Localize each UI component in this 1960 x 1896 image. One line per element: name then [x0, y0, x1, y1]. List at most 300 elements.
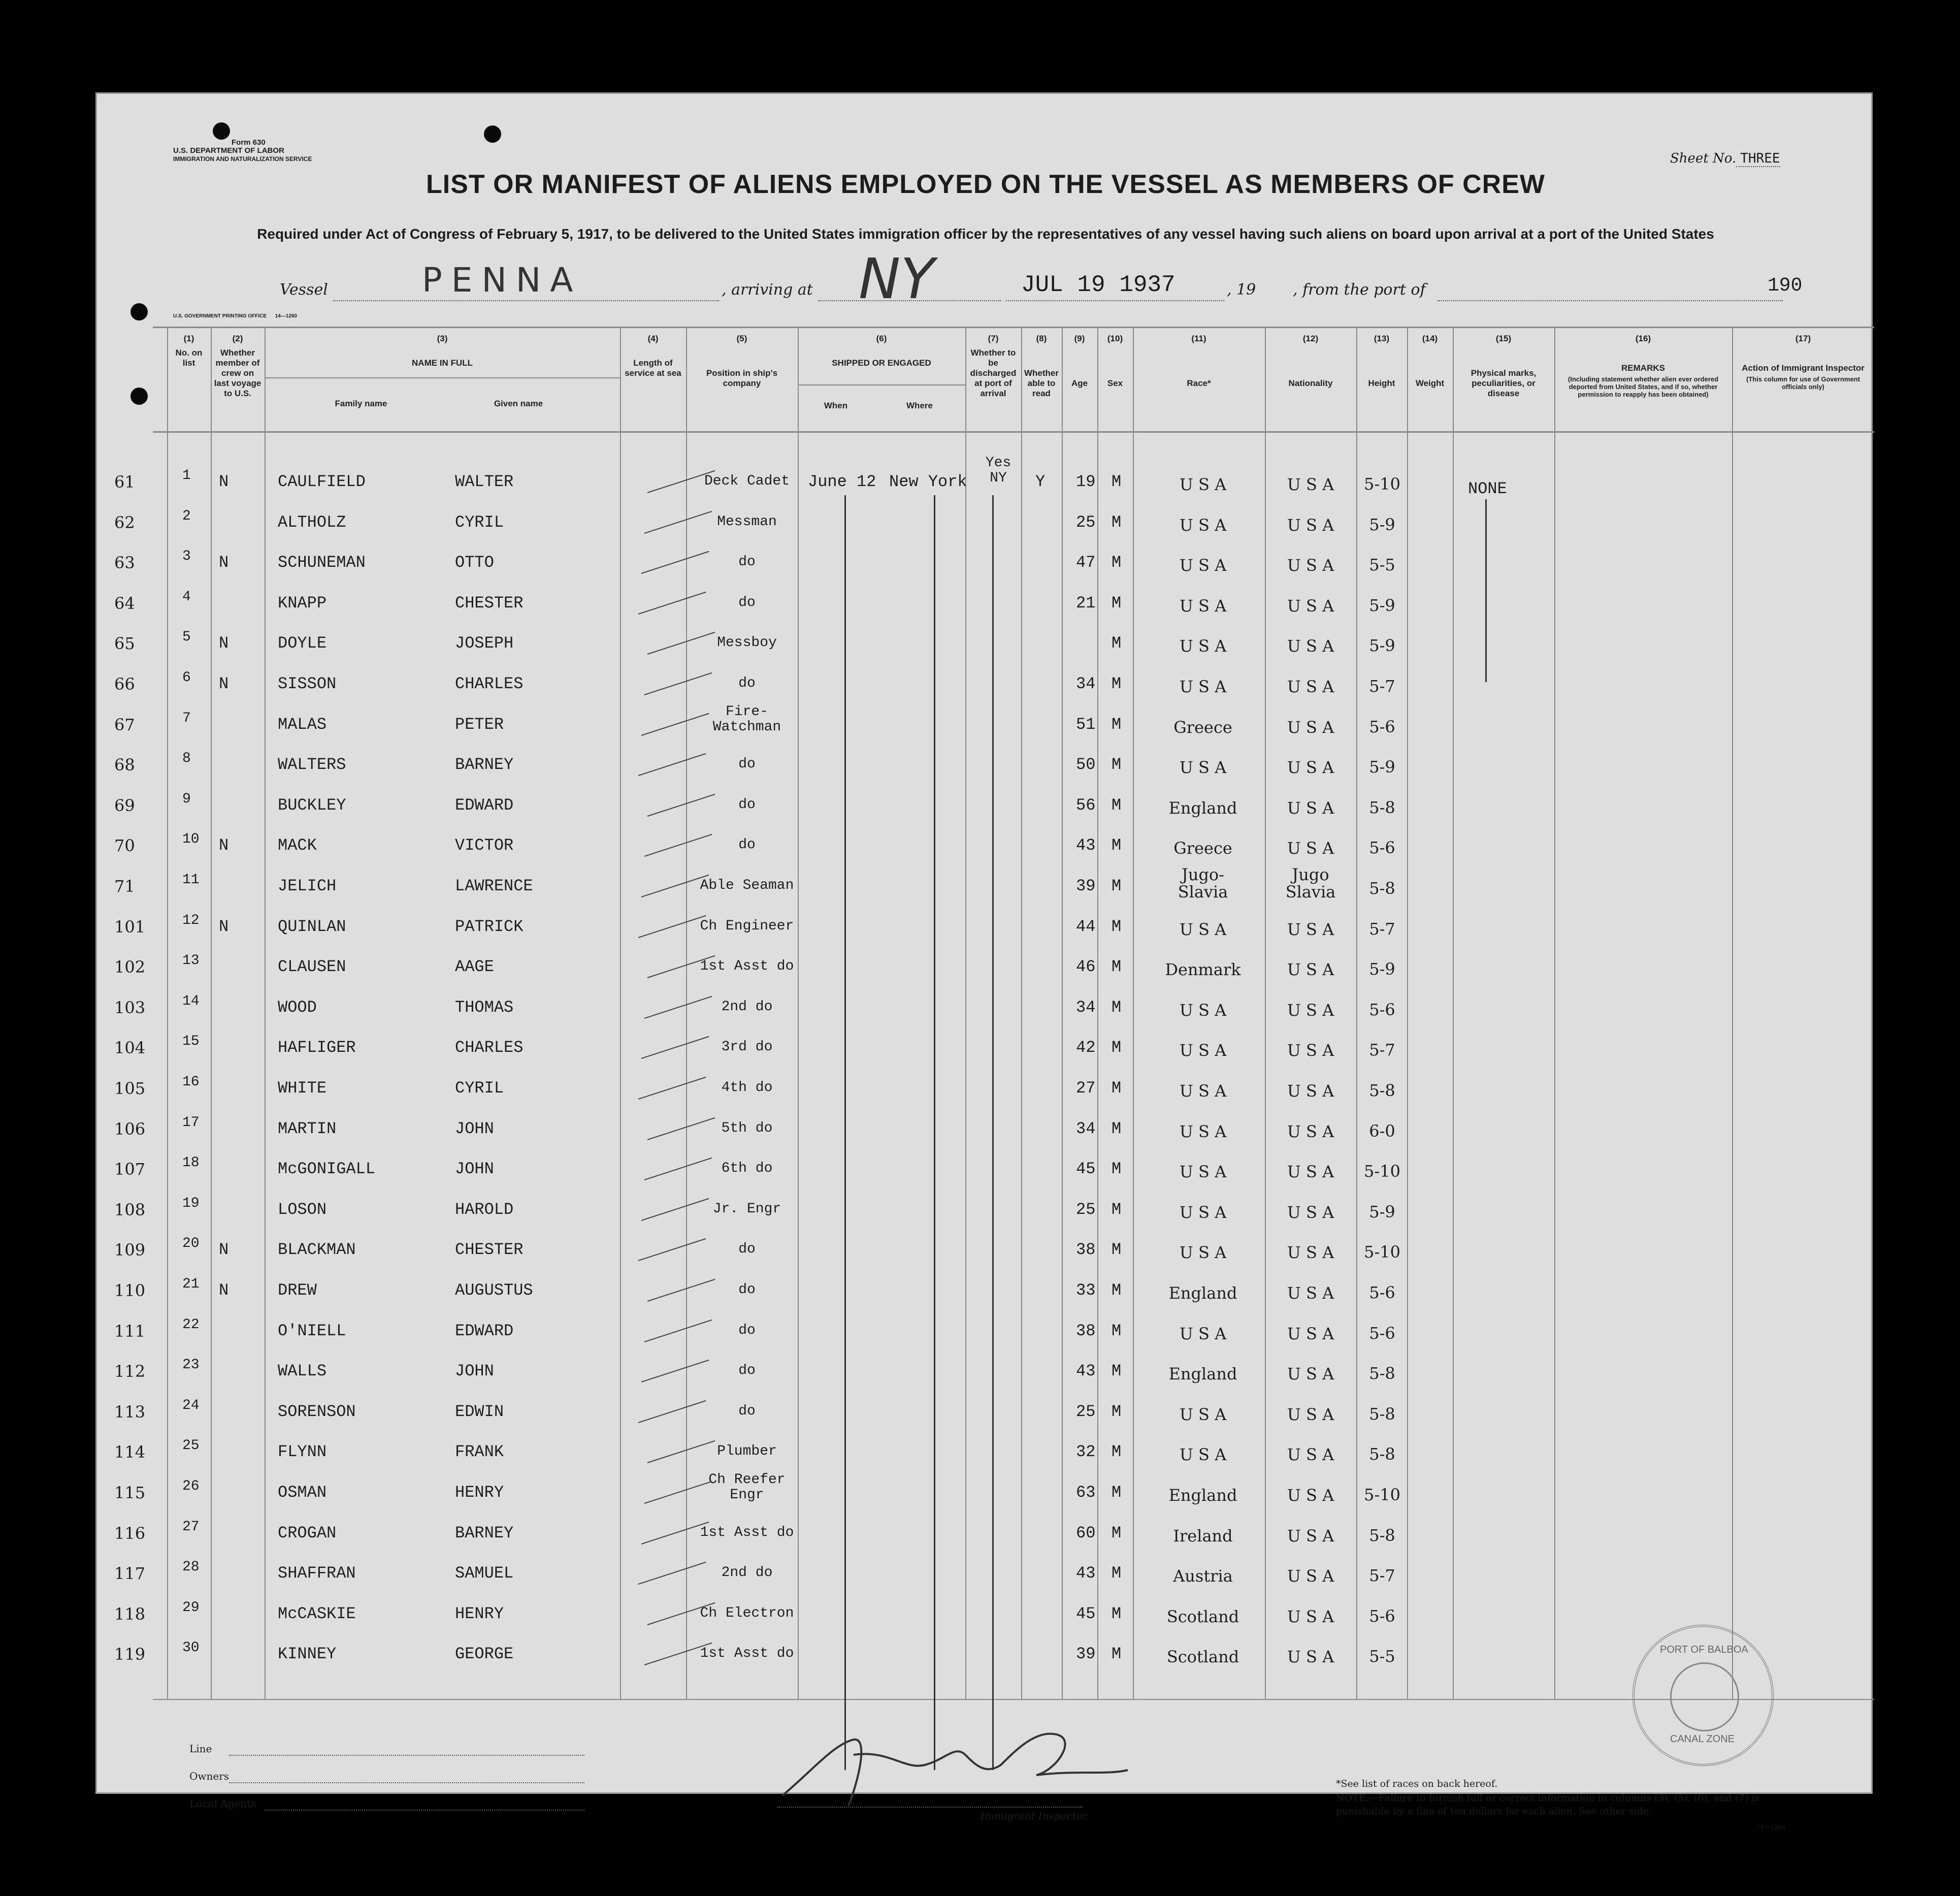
row-nationality: U S A — [1287, 516, 1334, 535]
row-race: U S A — [1179, 1324, 1227, 1343]
row-position: Jr. Engr — [712, 1201, 781, 1217]
row-height: 5-8 — [1369, 879, 1395, 898]
column-header: Whether able to read — [1024, 368, 1059, 398]
row-number: 8 — [182, 751, 191, 766]
row-height: 5-6 — [1369, 1283, 1395, 1302]
row-given-name: CHARLES — [455, 1038, 524, 1057]
row-race: U S A — [1179, 758, 1227, 777]
row-race: U S A — [1179, 677, 1227, 696]
row-crew-status: N — [219, 1240, 229, 1259]
row-sex: M — [1112, 472, 1122, 491]
row-number: 20 — [182, 1236, 200, 1251]
row-nationality: U S A — [1287, 798, 1334, 818]
column-header: Length of service at sea — [625, 358, 681, 378]
column-subheader: (This column for use of Government officials only) — [1746, 375, 1860, 391]
owners-label: Owners — [189, 1770, 230, 1782]
column-header: Sex — [1107, 378, 1123, 388]
manifest-sheet — [95, 92, 1873, 1831]
row-age: 63 — [1076, 1483, 1096, 1502]
row-height: 5-8 — [1369, 1081, 1395, 1100]
row-position: 2nd do — [721, 999, 773, 1015]
column-header: Race* — [1187, 378, 1211, 388]
row-race: Scotland — [1166, 1647, 1239, 1666]
row-position: do — [738, 797, 756, 813]
column-number: (8) — [1036, 334, 1047, 343]
column-header: Whether member of crew on last voyage to U.S. — [214, 348, 262, 398]
row-nationality: U S A — [1287, 1647, 1334, 1666]
row-race: Ireland — [1173, 1526, 1233, 1546]
row-family-name: WALTERS — [278, 755, 346, 774]
row-family-name: MARTIN — [278, 1119, 337, 1138]
row-position: do — [738, 595, 756, 610]
row-margin-number: 108 — [114, 1200, 146, 1219]
row-nationality: U S A — [1287, 1122, 1334, 1141]
row-height: 5-9 — [1369, 515, 1395, 534]
row-family-name: WALLS — [278, 1362, 327, 1380]
row-sex: M — [1112, 1160, 1122, 1178]
sheet-label: Sheet No. — [1670, 151, 1737, 166]
row-height: 5-7 — [1369, 677, 1395, 696]
column-number: (1) — [183, 334, 194, 343]
column-number: (10) — [1107, 334, 1123, 343]
row-nationality: U S A — [1287, 596, 1334, 616]
row-height: 5-10 — [1364, 474, 1400, 494]
row-age: 47 — [1076, 553, 1096, 572]
row-age: 34 — [1076, 674, 1096, 693]
row-nationality: U S A — [1287, 1566, 1334, 1586]
row-age: 46 — [1076, 957, 1096, 976]
row-race: U S A — [1179, 1445, 1227, 1464]
row-nationality: U S A — [1287, 718, 1334, 737]
row-nationality: U S A — [1287, 1283, 1334, 1303]
row-sex: M — [1112, 1281, 1122, 1300]
column-header: Age — [1071, 378, 1088, 388]
row-position: Able Seaman — [700, 878, 794, 893]
row-family-name: O'NIELL — [278, 1322, 346, 1340]
row-family-name: FLYNN — [278, 1442, 327, 1461]
row-nationality: U S A — [1287, 1081, 1334, 1101]
row-margin-number: 119 — [114, 1645, 146, 1664]
row-nationality: Jugo Slavia — [1285, 865, 1336, 902]
row-sex: M — [1112, 674, 1122, 693]
row-position: Ch Electron — [700, 1605, 794, 1621]
row-age: 50 — [1076, 755, 1096, 774]
row-sex: M — [1112, 1200, 1122, 1219]
row-sex: M — [1112, 1483, 1122, 1502]
row-race: U S A — [1179, 1081, 1227, 1101]
row-age: 44 — [1076, 917, 1096, 936]
row-crew-status: N — [219, 836, 229, 855]
row-sex: M — [1112, 957, 1122, 976]
row-race: U S A — [1179, 1203, 1227, 1222]
row-height: 5-7 — [1369, 1566, 1395, 1585]
printing-office: U.S. GOVERNMENT PRINTING OFFICE 14—1260 — [173, 313, 297, 319]
row-race: England — [1168, 1364, 1237, 1384]
punch-hole — [484, 125, 501, 143]
row-sex: M — [1112, 998, 1122, 1017]
row-given-name: JOHN — [455, 1160, 494, 1178]
punch-hole — [213, 122, 230, 140]
row-family-name: SHAFFRAN — [278, 1564, 356, 1583]
page-number: 190 — [1768, 275, 1803, 297]
row-height: 5-8 — [1369, 1364, 1395, 1383]
row-number: 27 — [182, 1519, 200, 1535]
row-height: 5-6 — [1369, 1000, 1395, 1019]
row-nationality: U S A — [1287, 758, 1334, 777]
row-sex: M — [1112, 1119, 1122, 1138]
row-height: 5-10 — [1364, 1485, 1400, 1504]
row-age: 25 — [1076, 1402, 1096, 1421]
row-nationality: U S A — [1287, 1203, 1334, 1222]
row-age: 42 — [1076, 1038, 1096, 1057]
row-given-name: FRANK — [455, 1442, 504, 1461]
row-given-name: LAWRENCE — [455, 877, 533, 895]
row-family-name: SORENSON — [278, 1402, 356, 1421]
row-margin-number: 63 — [114, 553, 135, 572]
row-given-name: JOHN — [455, 1362, 494, 1380]
row-sex: M — [1112, 1038, 1122, 1057]
row-number: 4 — [182, 589, 191, 605]
row-sex: M — [1112, 513, 1122, 532]
row-position: Ch Reefer Engr — [708, 1472, 786, 1503]
row-age: 39 — [1076, 877, 1096, 895]
able-to-read: Y — [1035, 472, 1046, 491]
row-position: 1st Asst do — [700, 1646, 794, 1661]
line-label: Line — [189, 1743, 212, 1755]
row-margin-number: 103 — [114, 998, 146, 1017]
row-nationality: U S A — [1287, 1364, 1334, 1384]
row-margin-number: 114 — [114, 1442, 146, 1462]
row-race: U S A — [1179, 1243, 1227, 1262]
row-age: 34 — [1076, 998, 1096, 1017]
row-nationality: U S A — [1287, 636, 1334, 656]
row-given-name: HENRY — [455, 1604, 504, 1623]
row-margin-number: 116 — [114, 1524, 146, 1543]
row-family-name: CLAUSEN — [278, 957, 346, 976]
row-height: 5-9 — [1369, 1202, 1395, 1222]
row-position: Messboy — [717, 635, 777, 651]
row-margin-number: 104 — [114, 1038, 146, 1057]
column-header: Position in ship's company — [706, 368, 778, 388]
row-given-name: BARNEY — [455, 1524, 514, 1542]
row-height: 5-6 — [1369, 1606, 1395, 1626]
row-nationality: U S A — [1287, 475, 1334, 494]
row-nationality: U S A — [1287, 677, 1334, 696]
row-height: 5-8 — [1369, 1444, 1395, 1464]
shipped-where: New York — [889, 472, 967, 491]
punch-hole — [130, 388, 148, 405]
row-number: 16 — [182, 1074, 200, 1090]
row-family-name: KINNEY — [278, 1645, 337, 1663]
row-sex: M — [1112, 1604, 1122, 1623]
row-number: 7 — [182, 711, 191, 726]
column-number: (15) — [1495, 334, 1512, 343]
row-sex: M — [1112, 634, 1122, 653]
row-nationality: U S A — [1287, 1324, 1334, 1343]
punch-hole — [130, 303, 148, 320]
row-position: do — [738, 1241, 756, 1257]
row-given-name: CYRIL — [455, 1079, 504, 1098]
row-given-name: SAMUEL — [455, 1564, 514, 1583]
row-height: 5-8 — [1369, 1526, 1395, 1545]
row-age: 60 — [1076, 1524, 1096, 1542]
row-nationality: U S A — [1287, 556, 1334, 575]
row-race: U S A — [1179, 1405, 1227, 1424]
column-header: REMARKS — [1621, 363, 1665, 373]
row-race: U S A — [1179, 1001, 1227, 1020]
row-family-name: SCHUNEMAN — [278, 553, 366, 572]
row-nationality: U S A — [1287, 960, 1334, 979]
row-margin-number: 62 — [114, 513, 135, 532]
discharged-value: Yes NY — [985, 455, 1011, 486]
column-number: (12) — [1302, 334, 1319, 343]
row-number: 30 — [182, 1640, 200, 1656]
column-header: Nationality — [1288, 378, 1333, 388]
row-given-name: CHARLES — [455, 674, 524, 693]
row-position: 2nd do — [721, 1565, 773, 1581]
row-margin-number: 106 — [114, 1119, 146, 1139]
row-number: 1 — [182, 468, 191, 484]
row-crew-status: N — [219, 917, 229, 936]
row-number: 12 — [182, 913, 200, 928]
row-age: 51 — [1076, 715, 1096, 734]
row-family-name: CAULFIELD — [278, 472, 366, 491]
row-number: 29 — [182, 1600, 200, 1616]
row-height: 5-6 — [1369, 1324, 1395, 1343]
row-margin-number: 109 — [114, 1240, 146, 1260]
row-sex: M — [1112, 1402, 1122, 1421]
row-number: 18 — [182, 1155, 200, 1171]
row-margin-number: 107 — [114, 1160, 146, 1179]
department-name: U.S. DEPARTMENT OF LABOR — [173, 146, 284, 155]
column-header: Whether to be discharged at port of arrival — [970, 348, 1017, 398]
row-given-name: PETER — [455, 715, 504, 734]
row-height: 6-0 — [1369, 1121, 1395, 1141]
column-header: SHIPPED OR ENGAGED — [832, 358, 931, 368]
row-nationality: U S A — [1287, 1526, 1334, 1546]
row-margin-number: 71 — [114, 877, 135, 896]
row-sex: M — [1112, 1240, 1122, 1259]
row-family-name: ALTHOLZ — [278, 513, 346, 532]
row-number: 14 — [182, 993, 200, 1009]
row-family-name: MALAS — [278, 715, 327, 734]
row-given-name: BARNEY — [455, 755, 514, 774]
row-number: 6 — [182, 670, 191, 686]
date-stamp: JUL 19 1937 — [1021, 272, 1175, 298]
row-sex: M — [1112, 836, 1122, 855]
row-age: 39 — [1076, 1645, 1096, 1663]
row-race: Denmark — [1165, 960, 1241, 979]
row-given-name: WALTER — [455, 472, 514, 491]
row-family-name: BUCKLEY — [278, 796, 346, 815]
row-margin-number: 67 — [114, 715, 135, 734]
column-subheader: Given name — [494, 399, 543, 408]
row-nationality: U S A — [1287, 1162, 1334, 1181]
row-position: do — [738, 1403, 756, 1419]
row-height: 5-8 — [1369, 1404, 1395, 1424]
row-margin-number: 111 — [114, 1322, 146, 1341]
column-header: NAME IN FULL — [412, 358, 473, 368]
row-height: 5-9 — [1369, 596, 1395, 615]
row-position: 3rd do — [721, 1039, 773, 1055]
vessel-label: Vessel — [280, 281, 328, 299]
row-position: Deck Cadet — [704, 473, 790, 489]
year-label: , 19 — [1227, 281, 1256, 299]
row-family-name: McGONIGALL — [278, 1160, 376, 1178]
row-position: do — [738, 554, 756, 570]
column-header: Weight — [1415, 378, 1445, 388]
row-position: 1st Asst do — [700, 1525, 794, 1540]
inspector-signature — [772, 1709, 1138, 1821]
form-number: Form 630 — [232, 138, 266, 147]
row-margin-number: 112 — [114, 1362, 146, 1381]
row-margin-number: 110 — [114, 1281, 146, 1300]
row-given-name: AAGE — [455, 957, 494, 976]
row-sex: M — [1112, 715, 1122, 734]
row-nationality: U S A — [1287, 839, 1334, 858]
row-margin-number: 101 — [114, 917, 146, 937]
column-number: (6) — [876, 334, 887, 343]
stamp-bottom-text: CANAL ZONE — [1670, 1733, 1735, 1745]
row-sex: M — [1112, 917, 1122, 936]
row-crew-status: N — [219, 1281, 229, 1300]
row-age: 27 — [1076, 1079, 1096, 1098]
row-position: Ch Engineer — [700, 918, 794, 934]
row-margin-number: 115 — [114, 1483, 146, 1502]
row-height: 5-10 — [1364, 1162, 1400, 1181]
row-given-name: THOMAS — [455, 998, 514, 1017]
row-family-name: MACK — [278, 836, 317, 855]
row-sex: M — [1112, 796, 1122, 815]
row-number: 24 — [182, 1398, 200, 1413]
row-number: 28 — [182, 1559, 200, 1575]
row-race: U S A — [1179, 596, 1227, 616]
document-title: LIST OR MANIFEST OF ALIENS EMPLOYED ON THE VESSEL AS MEMBERS OF CREW — [426, 170, 1545, 199]
row-crew-status: N — [219, 553, 229, 572]
row-height: 5-5 — [1369, 1647, 1395, 1666]
row-position: Fire- Watchman — [712, 704, 781, 735]
row-nationality: U S A — [1287, 920, 1334, 939]
row-race: Greece — [1173, 839, 1232, 858]
row-family-name: BLACKMAN — [278, 1240, 356, 1259]
row-race: U S A — [1179, 1162, 1227, 1181]
column-number: (13) — [1374, 334, 1390, 343]
column-number: (4) — [647, 334, 659, 343]
row-nationality: U S A — [1287, 1243, 1334, 1262]
row-sex: M — [1112, 1322, 1122, 1340]
row-number: 3 — [182, 549, 191, 564]
row-nationality: U S A — [1287, 1001, 1334, 1020]
row-number: 26 — [182, 1479, 200, 1494]
row-family-name: WOOD — [278, 998, 317, 1017]
row-age: 21 — [1076, 594, 1096, 613]
row-family-name: OSMAN — [278, 1483, 327, 1502]
row-age: 32 — [1076, 1442, 1096, 1461]
column-number: (2) — [232, 334, 243, 343]
row-race: U S A — [1179, 1122, 1227, 1141]
row-margin-number: 117 — [114, 1564, 146, 1583]
row-given-name: AUGUSTUS — [455, 1281, 533, 1300]
column-number: (7) — [988, 334, 999, 343]
column-number: (3) — [437, 334, 448, 343]
row-crew-status: N — [219, 472, 229, 491]
row-sex: M — [1112, 553, 1122, 572]
column-number: (17) — [1795, 334, 1811, 343]
row-margin-number: 64 — [114, 594, 135, 613]
row-number: 21 — [182, 1276, 200, 1292]
row-given-name: CHESTER — [455, 594, 524, 613]
row-number: 5 — [182, 629, 191, 645]
row-height: 5-8 — [1369, 798, 1395, 817]
service-name: IMMIGRATION AND NATURALIZATION SERVICE — [173, 155, 312, 163]
row-given-name: EDWARD — [455, 796, 514, 815]
row-age: 45 — [1076, 1604, 1096, 1623]
row-age: 43 — [1076, 1564, 1096, 1583]
row-number: 22 — [182, 1317, 200, 1333]
row-number: 9 — [182, 791, 191, 807]
column-header: Action of Immigrant Inspector — [1742, 363, 1865, 373]
row-family-name: DOYLE — [278, 634, 327, 653]
row-position: do — [738, 676, 756, 691]
row-family-name: QUINLAN — [278, 917, 346, 936]
row-race: U S A — [1179, 1041, 1227, 1060]
row-age: 56 — [1076, 796, 1096, 815]
row-number: 10 — [182, 831, 200, 847]
row-race: Scotland — [1166, 1607, 1239, 1626]
row-given-name: JOSEPH — [455, 634, 514, 653]
row-margin-number: 70 — [114, 836, 135, 855]
row-position: do — [738, 756, 756, 772]
column-header: Height — [1368, 378, 1395, 388]
row-margin-number: 65 — [114, 634, 135, 653]
row-race: Austria — [1173, 1566, 1233, 1586]
row-race: England — [1168, 798, 1237, 818]
row-position: Messman — [717, 514, 777, 530]
row-position: 1st Asst do — [700, 958, 794, 974]
row-position: do — [738, 1323, 756, 1338]
row-given-name: EDWIN — [455, 1402, 504, 1421]
row-race: U S A — [1179, 556, 1227, 575]
row-sex: M — [1112, 1362, 1122, 1380]
row-race: U S A — [1179, 920, 1227, 939]
row-family-name: WHITE — [278, 1079, 327, 1098]
row-age: 38 — [1076, 1240, 1096, 1259]
row-sex: M — [1112, 755, 1122, 774]
row-sex: M — [1112, 594, 1122, 613]
row-family-name: DREW — [278, 1281, 317, 1300]
row-height: 5-7 — [1369, 1040, 1395, 1059]
column-number: (5) — [736, 334, 747, 343]
row-height: 5-9 — [1369, 959, 1395, 979]
column-subheader: (Including statement whether alien ever ordered deported from United States, and if so, whether permission to reapply has been obtained) — [1567, 375, 1719, 398]
row-given-name: CHESTER — [455, 1240, 524, 1259]
document-subtitle: Required under Act of Congress of February 5, 1917, to be delivered to the United States immigration officer by the representatives of any vessel having such aliens on board upon arrival at a port of the United States — [257, 226, 1714, 242]
row-age: 19 — [1076, 472, 1096, 491]
row-race: England — [1168, 1486, 1237, 1505]
column-subheader: When — [824, 401, 848, 410]
row-position: do — [738, 1363, 756, 1378]
row-sex: M — [1112, 1645, 1122, 1663]
row-number: 19 — [182, 1196, 200, 1211]
row-number: 15 — [182, 1034, 200, 1049]
inspector-label: Immigrant Inspector. — [981, 1810, 1090, 1822]
row-given-name: OTTO — [455, 553, 494, 572]
row-number: 11 — [182, 872, 200, 888]
penalty-note: NOTE.—Failure to furnish full or correct information in columns (3), (5), (6), and (7) is punishable by a fine of ten dollars for each alien. See other side. — [1336, 1792, 1760, 1817]
row-given-name: HENRY — [455, 1483, 504, 1502]
row-position: do — [738, 837, 756, 853]
row-sex: M — [1112, 1442, 1122, 1461]
